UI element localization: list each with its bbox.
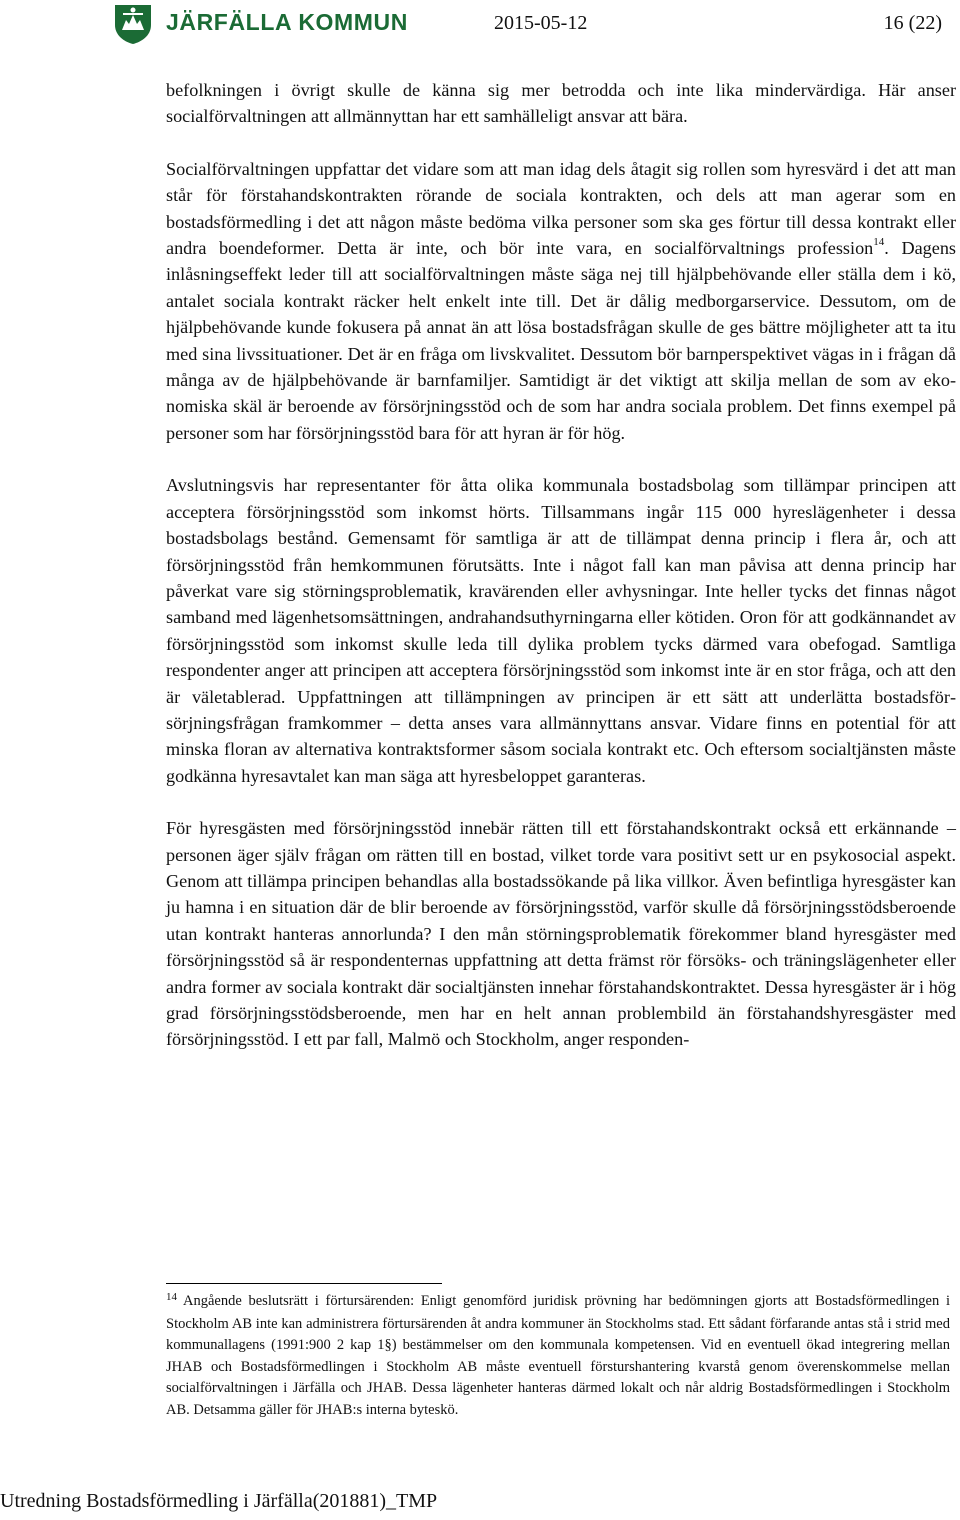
municipal-crest-logo [113,3,153,45]
paragraph-text: . Dagens inlåsningseffekt leder till att socialförvaltningen måste säga nej till hjälpbehövande eller ställa dem i kö, antalet sociala kontrakt räcker helt enkelt inte till. Det är dålig medborgarservice. Dessutom, om de hjälpbehövande kunde fokusera på annat än att lösa bostadsfrågan skulle de ges bättre möjligheter att ta itu med sina livssituationer. Det är en fråga om livskvalitet. Dessutom bör barnperspektivet vägas in i frågan då många av de hjälpbehövande är barnfamiljer. Samtidigt är det viktigt att skilja mellan de som av ekonomiska skäl är beroende av försörjningsstöd och de som har andra sociala problem. Det finns exempel på personer som har försörjningsstöd bara för att hyran är för hög. [166,238,957,443]
footnote-text: Angående beslutsrätt i förtursärenden: Enligt genomförd juridisk prövning har bedömningen gjorts att Bostadsförmedlingen i Stockholm AB inte kan administrera förtursärenden åt andra kommuner än Stockholms stad. Ett sådant förfarande antas stå i strid med kommunallagens (1991:900 2 kap 1§) bestämmelser om den kommunala kompetensen. Vid en eventuell ökad integrering mellan JHAB och Bostadsförmedlingen i Stockholm AB måste eventuell försturshantering kvarstå genom överenskommelse mellan socialförvaltningen i Järfälla och JHAB. Dessa lägenheter hanteras därmed lokalt och når aldrig Bostadsförmedlingen i Stockholm AB. Detsamma gäller för JHAB:s interna byteskö. [166,1293,950,1418]
paragraph [166,156,956,446]
logo-wordmark: JÄRFÄLLA KOMMUN [166,9,408,35]
paragraph-text: Socialförvaltningen uppfattar det vidare som att man idag dels åtagit sig rollen som hyresvärd i det att man står för förstahandskontrakten rörande de sociala kontrakten, och dels att man agerar som en bostadsförmedling i det att någon måste bedöma vilka personer som ska ges förtur till dessa kontrakt eller andra boendeformer. Detta är inte, och bör inte vara, en socialförvaltnings profession [166,158,956,259]
footnote [166,1291,950,1421]
page-header [0,0,960,60]
footnote-reference[interactable]: 14 [873,235,885,248]
page-number: 16 (22) [883,12,942,34]
document-body [166,77,956,1053]
paragraph: För hyresgästen med försörjningsstöd innebär rätten till ett förstahandskontrakt också ett erkännande – personen äger själv frågan om rätten till en bostad, vilket torde vara positivt sett ur en psykosocial aspekt. Genom att tillämpa principen behandlas alla bostadssökande på lika villkor. Även befintliga hyresgäster kan ju hamna i en situation där de blir beroende av försörjningsstöd, varför skulle då försörjningsstödsberoende utan kontrakt hanteras annorlunda? I den mån störningsproblematik förekommer bland hyresgäster med försörjningsstöd så är respondenternas uppfattning att detta främst rör försöks- och träningslägenheter eller andra former av sociala kontrakt där socialtjänsten innehar förstahandskontraktet. Dessa hyresgäster är i hög grad försörjningsstödsberoende, men har en helt annan problembild än förstahandshyresgäster med försörjningsstöd. I ett par fall, Malmö och Stockholm, anger responden- [166,818,956,1050]
document-date: 2015-05-12 [494,12,588,34]
paragraph: befolkningen i övrigt skulle de känna sig mer betrodda och inte lika mindervärdiga. Här anser socialförvaltningen att allmännyttan har ett samhälleligt ansvar att bära. [166,80,956,127]
footnote-separator [166,1283,442,1284]
page-footer: Utredning Bostadsförmedling i Järfälla(201881)_TMP [0,1490,438,1512]
footnote-number: 14 [166,1291,177,1303]
paragraph: Avslutningsvis har representanter för åtta olika kommunala bostadsbolag som tillämpar principen att acceptera försörjningsstöd som inkomst hörts. Tillsammans ingår 115 000 hyreslägenheter i dessa bostadsbolags bestånd. Gemensamt för samtliga är att de tillämpat denna princip i flera år, och att försörjningsstöd från hemkommunen förutsätts. Inte i något fall kan man påvisa att denna princip har påverkat vare sig störningsproblematik, kravärenden eller avhysningar. Inte heller tycks det finnas något samband med lägenhetsomsättningen, andrahandsuthyrningarna eller kötiden. Oron för att godkännandet av försörjningsstöd som inkomst skulle leda till dylika problem tycks därmed vara obefogad. Samtliga respondenter anger att principen att acceptera försörjningsstöd som inkomst inte är en stor fråga, och att den är väletablerad. Uppfattningen att tillämpningen av principen är ett sätt att underlätta bostadsförsörjningsfrågan framkommer – detta anses vara allmännyttans ansvar. Vidare finns en potential för att minska floran av alternativa kontraktsformer såsom sociala kontrakt etc. Och eftersom socialtjänsten måste godkänna hyresavtalet kan man säga att hyresbeloppet garanteras. [166,475,956,786]
